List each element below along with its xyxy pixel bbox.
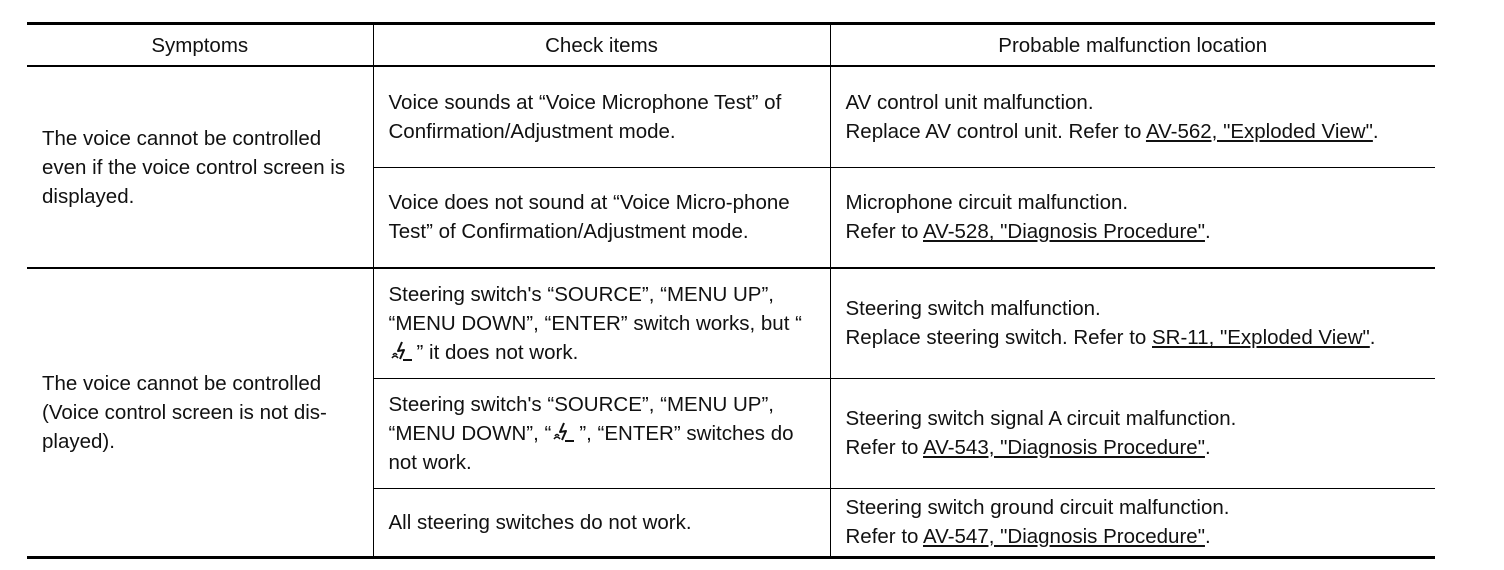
check-item-cell: Voice sounds at “Voice Microphone Test” of Confirmation/Adjustment mode.: [373, 66, 830, 167]
location-title: Microphone circuit malfunction.: [845, 191, 1129, 215]
location-prefix: Refer to: [845, 436, 923, 459]
location-title: Steering switch ground circuit malfunction.: [845, 496, 1230, 519]
header-probable-location: Probable malfunction location: [830, 24, 1435, 67]
table-row: [27, 268, 1435, 378]
check-text-after: ”, “ENTER” switches do not work.: [388, 421, 794, 474]
location-cell: [830, 66, 1435, 167]
location-suffix: .: [1372, 119, 1379, 143]
location-suffix: .: [1204, 436, 1211, 459]
location-cell: [830, 268, 1435, 378]
location-prefix: Replace steering switch. Refer to: [845, 326, 1152, 350]
header-row: [27, 24, 1435, 67]
location-prefix: Replace AV control unit. Refer to: [845, 119, 1146, 143]
table-row: [27, 66, 1435, 167]
location-title: Steering switch signal A circuit malfunction.: [845, 407, 1237, 430]
check-item-cell: [373, 268, 830, 378]
location-title: AV control unit malfunction.: [845, 90, 1094, 114]
reference-link[interactable]: AV-543, "Diagnosis Procedure": [923, 436, 1205, 459]
location-suffix: .: [1204, 220, 1211, 244]
reference-link[interactable]: SR-11, "Exploded View": [1152, 326, 1370, 350]
check-item-cell: Voice does not sound at “Voice Micro-phone Test” of Confirmation/Adjustment mode.: [373, 167, 830, 268]
diagnosis-table: [27, 22, 1435, 559]
location-cell: [830, 378, 1435, 488]
location-prefix: Refer to: [845, 220, 923, 244]
header-check-items: Check items: [373, 24, 830, 67]
reference-link[interactable]: AV-562, "Exploded View": [1145, 119, 1373, 143]
location-cell: [830, 167, 1435, 268]
check-item-cell: All steering switches do not work.: [373, 488, 830, 557]
check-text-after: ” it does not work.: [416, 340, 579, 364]
symptom-cell: The voice cannot be controlled even if the voice control screen is displayed.: [42, 126, 346, 208]
reference-link[interactable]: AV-547, "Diagnosis Procedure": [923, 525, 1205, 548]
location-suffix: .: [1204, 525, 1211, 548]
location-cell: [830, 488, 1435, 557]
reference-link[interactable]: AV-528, "Diagnosis Procedure": [923, 220, 1205, 244]
location-prefix: Refer to: [845, 525, 923, 548]
header-symptoms: Symptoms: [151, 33, 249, 57]
check-text-before: Steering switch's “SOURCE”, “MENU UP”, “MENU DOWN”, “ENTER” switch works, but “: [388, 282, 802, 335]
location-title: Steering switch malfunction.: [845, 297, 1101, 321]
check-item-cell: [373, 378, 830, 488]
voice-command-icon: [552, 419, 578, 445]
check-text-before: Steering switch's “SOURCE”, “MENU UP”, “MENU DOWN”, “: [388, 392, 774, 445]
location-suffix: .: [1369, 326, 1376, 350]
voice-command-icon: [390, 338, 416, 364]
symptom-cell: The voice cannot be controlled (Voice control screen is not dis-played).: [42, 371, 327, 453]
